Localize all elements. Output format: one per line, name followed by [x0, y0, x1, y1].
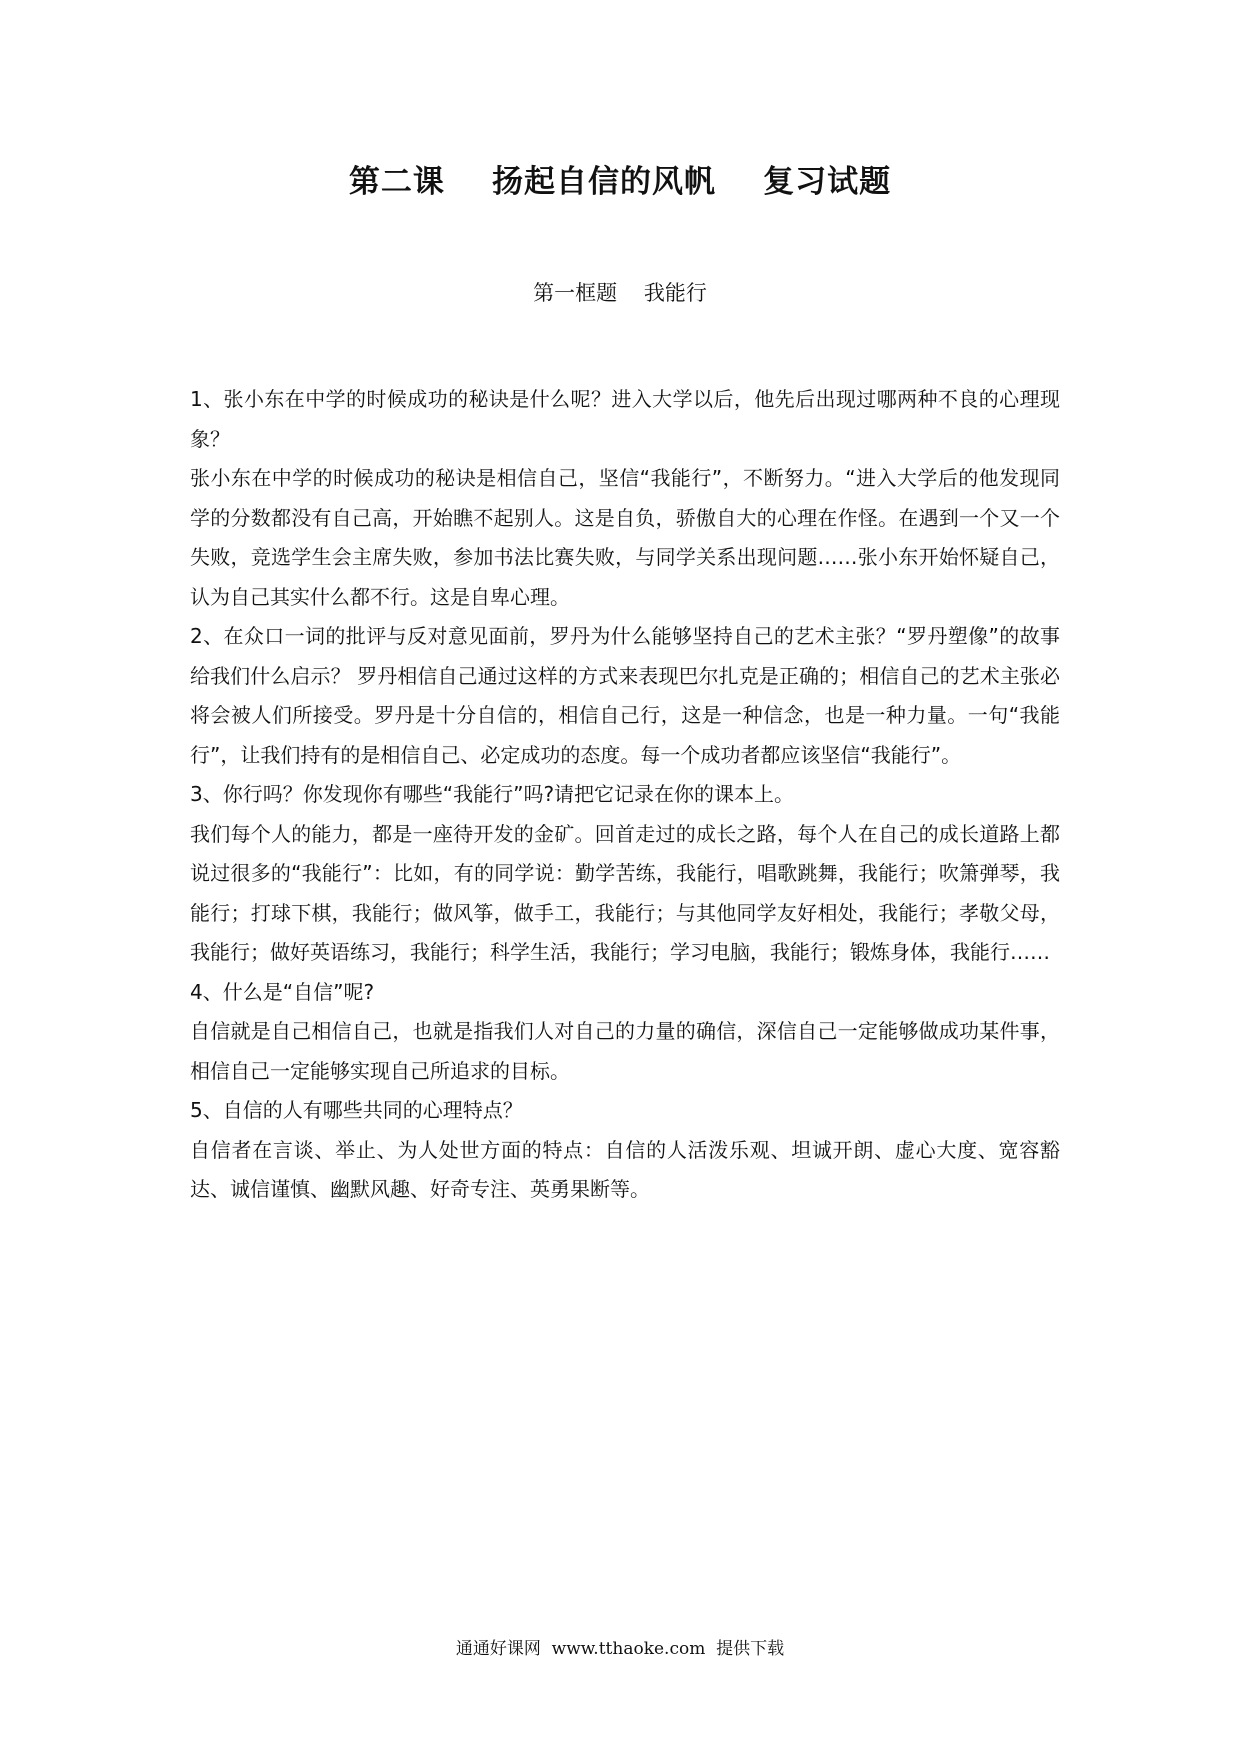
question-5: 5、自信的人有哪些共同的心理特点？ [190, 1098, 523, 1122]
question-3: 3、你行吗？你发现你有哪些“我能行”吗?请把它记录在你的课本上。 [190, 782, 795, 806]
page-title: 第二课 扬起自信的风帆 复习试题 [348, 164, 892, 200]
answer-4: 自信就是自己相信自己，也就是指我们人对自己的力量的确信，深信自己一定能够做成功某件事，相信自己一定能够实现自己所追求的目标。 [190, 1019, 1060, 1083]
question-1: 1、张小东在中学的时候成功的秘诀是什么呢？进入大学以后，他先后出现过哪两种不良的心理现象？ [190, 387, 1060, 451]
question-4: 4、什么是“自信”呢? [190, 979, 375, 1004]
footer-download-note: 通通好课网 www.tthaoke.com 提供下载 [455, 1639, 785, 1659]
answer-1: 张小东在中学的时候成功的秘诀是相信自己，坚信“我能行”，不断努力。“进入大学后的他发现同学的分数都没有自己高，开始瞧不起别人。这是自负，骄傲自大的心理在作怪。在遇到一个又一个失败，竞选学生会主席失败，参加书法比赛失败，与同学关系出现问题……张小东开始怀疑自己，认为自己其实什么都不行。这是自卑心理。 [190, 466, 1060, 609]
question-2: 2、在众口一词的批评与反对意见面前，罗丹为什么能够坚持自己的艺术主张？“罗丹塑像”的故事给我们什么启示？ 罗丹相信自己通过这样的方式来表现巴尔扎克是正确的；相信自己的艺术主张必将会被人们所接受。罗丹是十分自信的，相信自己行，这是一种信念，也是一种力量。一句“我能行”，让我们持有的是相信自己、必定成功的态度。每一个成功者都应该坚信“我能行”。 [190, 624, 1060, 767]
answer-3: 我们每个人的能力，都是一座待开发的金矿。回首走过的成长之路，每个人在自己的成长道路上都说过很多的“我能行”：比如，有的同学说：勤学苦练，我能行，唱歌跳舞，我能行；吹箫弹琴，我能行；打球下棋，我能行；做风筝，做手工，我能行；与其他同学友好相处，我能行；孝敬父母，我能行；做好英语练习，我能行；科学生活，我能行；学习电脑，我能行；锻炼身体，我能行…… [190, 821, 1060, 964]
section-subtitle: 第一框题 我能行 [533, 281, 707, 305]
document-body [190, 380, 1060, 1210]
answer-5: 自信者在言谈、举止、为人处世方面的特点：自信的人活泼乐观、坦诚开朗、虚心大度、宽容豁达、诚信谨慎、幽默风趣、好奇专注、英勇果断等。 [190, 1137, 1060, 1201]
